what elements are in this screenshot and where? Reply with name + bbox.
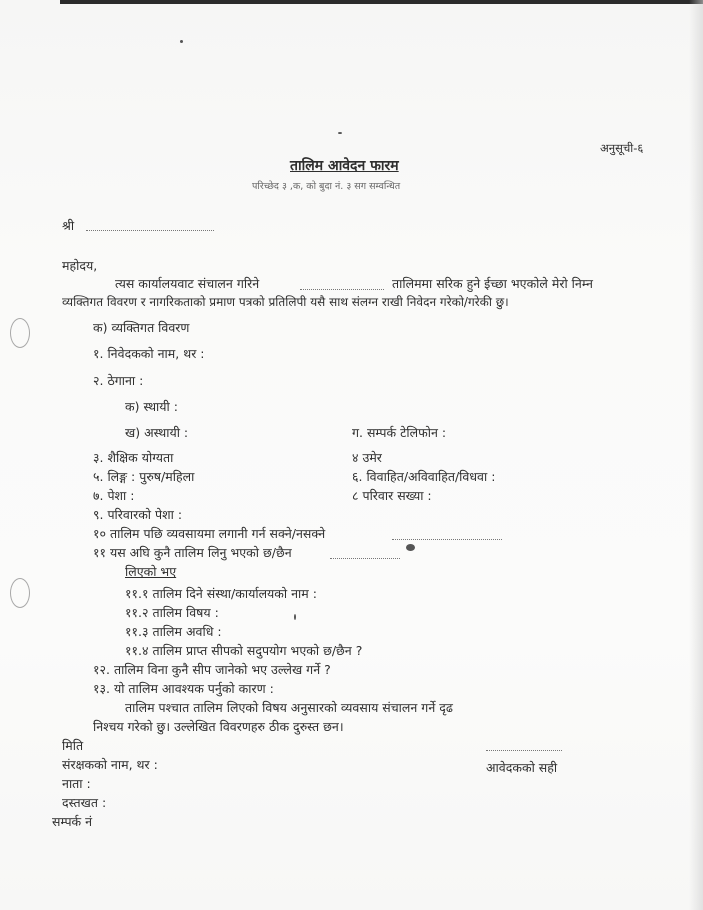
body-text-part1: त्यस कार्यालयवाट संचालन गरिने: [115, 276, 260, 291]
field-gender: ५. लिङ्ग : पुरुष/महिला: [93, 469, 195, 484]
field-training-reason: १३. यो तालिम आवश्यक पर्नुको कारण :: [93, 681, 274, 696]
field-address: २. ठेगाना :: [93, 373, 144, 388]
form-subtitle: परिच्छेद ३ ,क, को बुदा नं. ३ सग सम्वन्धित: [252, 181, 401, 192]
field-previous-training: ११ यस अघि कुनै तालिम लिनु भएको छ/छैन: [93, 545, 292, 560]
field-family-size: ८ परिवार सख्या :: [352, 488, 432, 503]
recipient-label: श्री: [62, 218, 75, 233]
salutation: महोदय,: [62, 258, 98, 273]
body-text-part2: तालिममा सरिक हुने ईच्छा भएकोले मेरो निम्न: [392, 276, 593, 291]
section-personal-details: क) व्यक्तिगत विवरण: [93, 320, 190, 335]
applicant-signature-label: आवेदकको सही: [486, 760, 558, 775]
field-training-institute: ११.१ तालिम दिने संस्था/कार्यालयको नाम :: [125, 586, 317, 601]
form-title: तालिम आवेदन फारम: [290, 158, 399, 174]
contact-number-label: सम्पर्क नं: [52, 814, 93, 829]
signature-blank: [486, 750, 562, 751]
scan-speck: [180, 40, 183, 43]
field-permanent-address: क) स्थायी :: [125, 399, 178, 414]
field-training-duration: ११.३ तालिम अवधि :: [125, 624, 222, 639]
field-education: ३. शैक्षिक योग्यता: [93, 450, 174, 465]
scan-speck: [338, 132, 342, 134]
field-temporary-address: ख) अस्थायी :: [125, 425, 189, 440]
punch-hole-top: [10, 318, 30, 348]
field-investment-ability: १० तालिम पछि व्यवसायमा लगानी गर्न सक्ने/नसक्ने: [93, 526, 326, 541]
previous-training-blank: [330, 558, 400, 559]
guardian-signature-label: दस्तखत :: [62, 795, 107, 810]
scan-speck: [294, 614, 296, 620]
training-name-blank: [300, 289, 384, 290]
relation-label: नाता :: [62, 776, 91, 791]
field-training-subject: ११.२ तालिम विषय :: [125, 605, 219, 620]
declaration-line1: तालिम पश्चात तालिम लिएको विषय अनुसारको व्यवसाय संचालन गर्ने दृढ: [125, 700, 453, 715]
punch-hole-bottom: [10, 578, 30, 608]
field-untrained-skill: १२. तालिम विना कुनै सीप जानेको भए उल्लेख गर्ने ?: [93, 662, 331, 677]
investment-blank: [392, 539, 502, 540]
declaration-line2: निश्चय गरेको छु। उल्लेखित विवरणहरु ठीक दुरुस्त छन।: [93, 719, 344, 734]
field-applicant-name: १. निवेदकको नाम, थर :: [93, 346, 205, 361]
scan-top-edge: [60, 0, 703, 4]
field-contact-phone: ग. सम्पर्क टेलिफोन :: [352, 425, 447, 440]
date-label: मिति: [62, 738, 84, 753]
field-skill-utilization: ११.४ तालिम प्राप्त सीपको सदुपयोग भएको छ/छैन ?: [125, 643, 363, 658]
recipient-blank: [86, 230, 214, 231]
field-age: ४ उमेर: [352, 450, 382, 465]
annex-label: अनुसूची-६: [600, 141, 644, 155]
ink-blot: [406, 544, 415, 551]
body-text-line2: व्यक्तिगत विवरण र नागरिकताको प्रमाण पत्रको प्रतिलिपी यसै साथ संलग्न राखी निवेदन गरेको/गरेकी छु।: [62, 295, 509, 309]
field-occupation: ७. पेशा :: [93, 488, 135, 503]
if-trained-heading: लिएको भए: [125, 564, 177, 579]
guardian-name-label: संरक्षकको नाम, थर :: [62, 757, 158, 772]
field-marital-status: ६. विवाहित/अविवाहित/विधवा :: [352, 469, 496, 484]
field-family-occupation: ९. परिवारको पेशा :: [93, 507, 183, 522]
scan-right-shadow: [689, 0, 703, 910]
